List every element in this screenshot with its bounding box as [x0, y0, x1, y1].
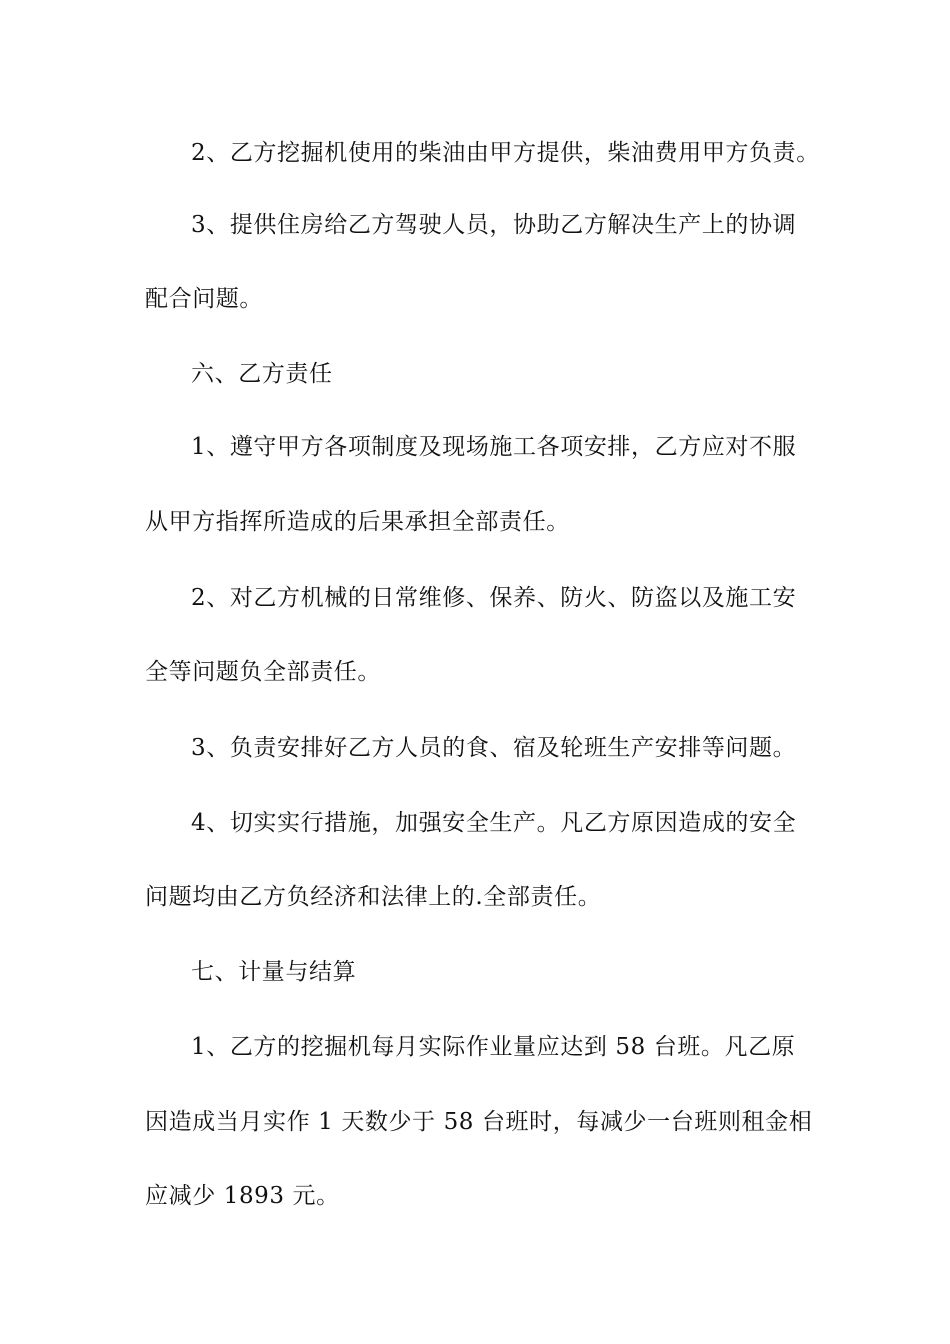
paragraph-line-10: 4、切实实行措施，加强安全生产。凡乙方原因造成的安全 — [191, 810, 797, 836]
paragraph-line-11: 问题均由乙方负经济和法律上的.全部责任。 — [145, 884, 602, 910]
paragraph-line-5: 1、遵守甲方各项制度及现场施工各项安排，乙方应对不服 — [191, 434, 797, 460]
paragraph-line-8: 全等问题负全部责任。 — [145, 659, 381, 685]
paragraph-line-3: 配合问题。 — [145, 286, 263, 312]
paragraph-line-6: 从甲方指挥所造成的后果承担全部责任。 — [145, 509, 570, 535]
paragraph-line-9: 3、负责安排好乙方人员的食、宿及轮班生产安排等问题。 — [191, 735, 797, 761]
paragraph-line-2: 3、提供住房给乙方驾驶人员，协助乙方解决生产上的协调 — [191, 212, 797, 238]
paragraph-line-7: 2、对乙方机械的日常维修、保养、防火、防盗以及施工安 — [191, 585, 797, 611]
paragraph-line-13: 1、乙方的挖掘机每月实际作业量应达到 58 台班。凡乙原 — [191, 1034, 796, 1060]
paragraph-line-1: 2、乙方挖掘机使用的柴油由甲方提供，柴油费用甲方负责。 — [191, 140, 820, 166]
paragraph-line-15: 应减少 1893 元。 — [145, 1183, 340, 1209]
section-heading-7: 七、计量与结算 — [191, 959, 357, 985]
section-heading-6: 六、乙方责任 — [191, 361, 333, 387]
paragraph-line-14: 因造成当月实作 1 天数少于 58 台班时，每减少一台班则租金相 — [145, 1109, 813, 1135]
